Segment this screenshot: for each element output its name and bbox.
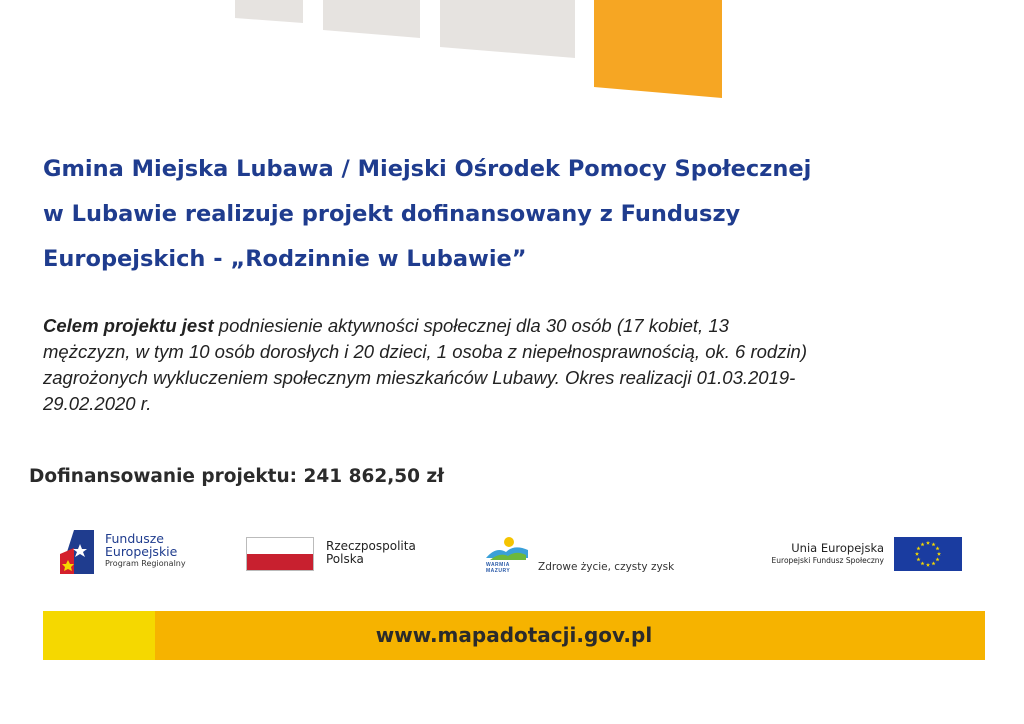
- description-line-4: 29.02.2020 r.: [43, 393, 152, 414]
- eu-star-icon: [931, 542, 935, 546]
- eu-star-icon: [935, 557, 939, 561]
- fe-line-2: Europejskie: [105, 544, 178, 559]
- description-line-2: mężczyzn, w tym 10 osób dorosłych i 20 dzieci, 1 osoba z niepełnosprawnością, ok. 6 rodzin): [43, 341, 808, 362]
- title-line-1: Gmina Miejska Lubawa / Miejski Ośrodek Pomocy Społecznej: [43, 156, 812, 182]
- mapadotacji-link[interactable]: www.mapadotacji.gov.pl: [375, 623, 653, 647]
- header-decoration: [0, 0, 1024, 110]
- wm-small-2: MAZURY: [486, 568, 511, 574]
- description-lead: Celem projektu jest: [43, 315, 214, 336]
- decor-block-gray-2: [323, 0, 420, 38]
- eu-star-icon: [935, 546, 939, 550]
- eu-star-icon: [920, 561, 924, 565]
- logo-warmia-mazury: [482, 536, 712, 576]
- fundusze-europejskie-text: [105, 532, 186, 570]
- warmia-mazury-icon: [484, 536, 530, 562]
- eu-star-icon: [926, 541, 930, 545]
- logo-unia-europejska: [736, 537, 966, 571]
- warmia-mazury-label: [486, 562, 510, 574]
- logo-fundusze-europejskie: [60, 530, 230, 578]
- eu-star-icon: [916, 546, 920, 550]
- wm-small-1: WARMIA: [486, 562, 510, 568]
- description-line-1-rest: podniesienie aktywności społecznej dla 30 osób (17 kobiet, 13: [213, 315, 729, 336]
- eu-line-1: Unia Europejska: [791, 541, 884, 555]
- pl-line-1: Rzeczpospolita: [326, 539, 416, 553]
- footer-bar: [43, 611, 985, 660]
- decor-block-gray-1: [235, 0, 303, 23]
- project-description: [43, 313, 993, 417]
- project-title: [43, 147, 1003, 282]
- fe-line-3: Program Regionalny: [105, 559, 186, 568]
- decor-block-gray-3: [440, 0, 575, 58]
- eu-star-icon: [920, 542, 924, 546]
- warmia-mazury-tagline: Zdrowe życie, czysty zysk: [538, 561, 675, 573]
- pl-line-2: Polska: [326, 552, 364, 566]
- title-line-2: w Lubawie realizuje projekt dofinansowany z Funduszy: [43, 201, 741, 227]
- funding-amount: Dofinansowanie projektu: 241 862,50 zł: [29, 466, 445, 487]
- eu-flag-icon: [894, 537, 962, 571]
- eu-star-icon: [926, 563, 930, 567]
- rzeczpospolita-text: [326, 540, 416, 566]
- logo-rzeczpospolita-polska: [246, 537, 446, 571]
- title-line-3: Europejskich - „Rodzinnie w Lubawie”: [43, 246, 527, 272]
- eu-star-icon: [931, 561, 935, 565]
- unia-europejska-text: [736, 542, 884, 567]
- eu-line-2: Europejski Fundusz Społeczny: [771, 556, 884, 565]
- decor-block-orange: [594, 0, 722, 98]
- eu-star-icon: [937, 552, 941, 556]
- eu-star-icon: [916, 557, 920, 561]
- polish-flag-icon: [246, 537, 314, 571]
- description-line-1: [43, 313, 993, 339]
- eu-star-icon: [915, 552, 919, 556]
- description-line-3: zagrożonych wykluczeniem społecznym mieszkańców Lubawy. Okres realizacji 01.03.2019-: [43, 367, 796, 388]
- fundusze-europejskie-icon: [60, 530, 100, 574]
- fe-line-1: Fundusze: [105, 531, 164, 546]
